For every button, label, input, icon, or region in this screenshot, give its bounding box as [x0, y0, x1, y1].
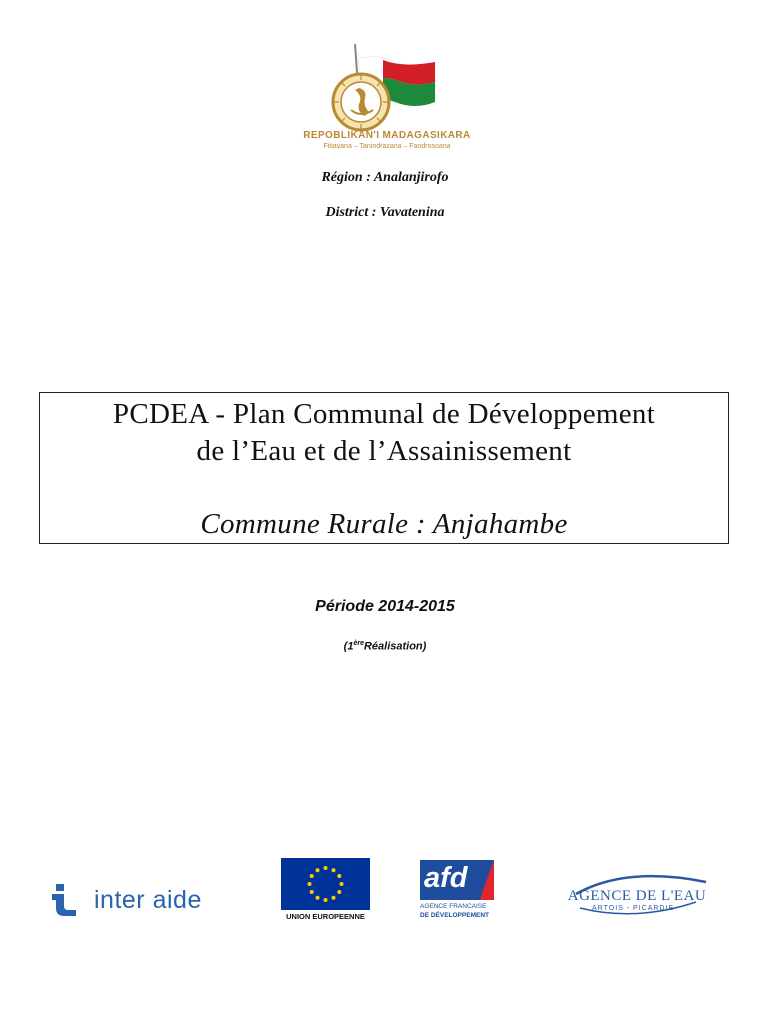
- afd-logo: [420, 860, 494, 922]
- document-title-line1: PCDEA - Plan Communal de Développement: [112, 398, 656, 430]
- eu-text: UNION EUROPEENNE: [286, 912, 365, 921]
- eu-flag-icon: [281, 858, 370, 910]
- madagascar-emblem-logo: [285, 40, 490, 152]
- realisation-label: (1èreRéalisation): [343, 640, 427, 653]
- realisation-word: Réalisation: [363, 640, 423, 653]
- interaide-text: inter aide: [94, 886, 202, 914]
- afd-mark-icon: [420, 860, 494, 900]
- afd-text-line2: DE DÉVELOPPEMENT: [420, 912, 489, 919]
- period-label: Période 2014-2015: [315, 598, 455, 615]
- realisation-superscript: ère: [353, 640, 364, 647]
- district-label: District : Vavatenina: [325, 205, 445, 220]
- agence-text-line1: AGENCE DE L'EAU: [567, 888, 707, 904]
- emblem-graphic: [285, 40, 490, 152]
- eu-logo: [281, 858, 370, 922]
- emblem-motto-text: Fitiavana – Tanindrazana – Fandrosoana: [323, 143, 451, 150]
- agence-text-line2: ARTOIS - PICARDIE: [592, 905, 675, 912]
- agence-de-l-eau-logo: [556, 872, 718, 920]
- afd-mark-text: afd: [424, 862, 468, 894]
- interaide-logo: [52, 880, 242, 924]
- interaide-mark-icon: [52, 884, 76, 916]
- region-label: Région : Analanjirofo: [321, 170, 449, 185]
- document-title-line2: de l’Eau et de l’Assainissement: [196, 435, 572, 467]
- emblem-title-text: REPOBLIKAN'I MADAGASIKARA: [303, 130, 471, 141]
- realisation-number: 1: [347, 640, 354, 653]
- sun-seal-icon: [333, 74, 389, 130]
- commune-title: Commune Rurale : Anjahambe: [200, 508, 568, 540]
- title-box: [39, 392, 729, 544]
- afd-text-line1: AGENCE FRANCAISE: [420, 903, 487, 910]
